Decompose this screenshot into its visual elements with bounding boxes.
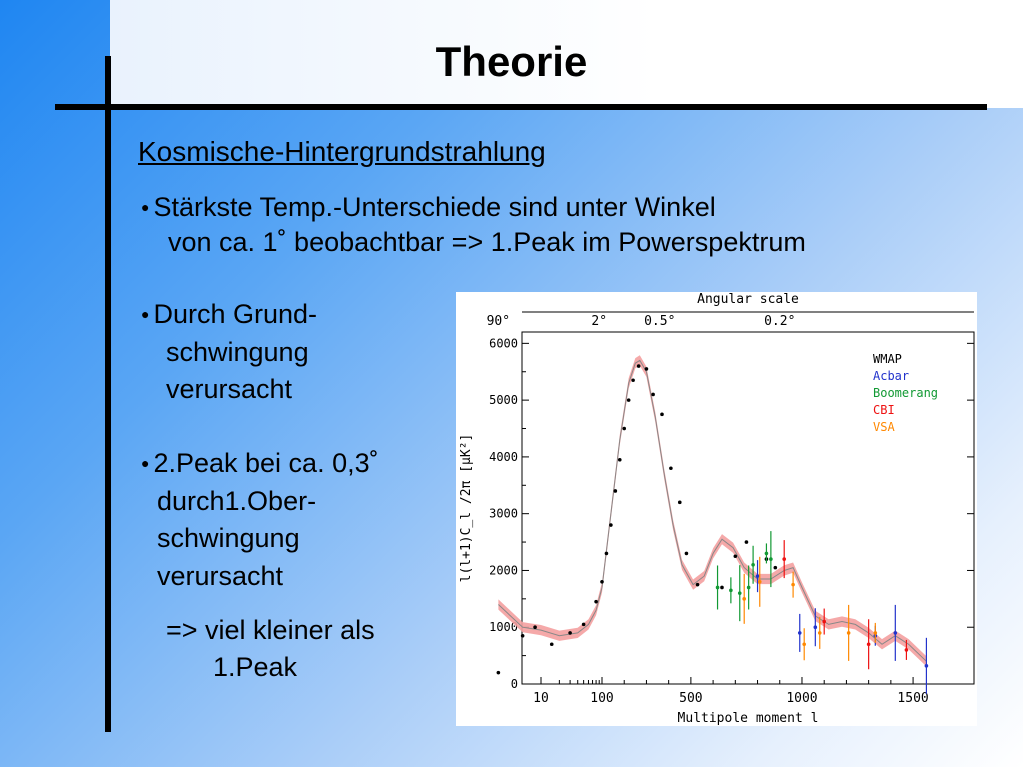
data-point-wmap: [685, 552, 689, 556]
data-point-wmap: [521, 634, 525, 638]
bullet-dot-icon: ●: [141, 199, 150, 215]
data-point-wmap: [533, 625, 537, 629]
data-point-wmap: [582, 623, 586, 627]
conclusion-line-2: 1.Peak: [213, 652, 298, 682]
data-point-wmap: [497, 671, 501, 675]
y-tick-label: 1000: [489, 620, 518, 635]
data-point-wmap: [720, 586, 724, 590]
data-point-wmap: [618, 458, 622, 462]
data-point-wmap: [678, 501, 682, 505]
data-point-vsa: [758, 580, 762, 584]
chart-svg: [456, 292, 977, 726]
bullet-3-line-1: ● 2.Peak bei ca. 0,3˚: [141, 448, 379, 478]
data-point-acbar: [814, 625, 818, 629]
data-point-cbi: [867, 642, 871, 646]
y-tick-label: 4000: [489, 449, 518, 464]
data-point-wmap: [622, 427, 626, 431]
data-point-cbi: [782, 557, 786, 561]
section-heading: Kosmische-Hintergrundstrahlung: [138, 136, 546, 167]
bullet-dot-icon: ●: [141, 455, 150, 471]
data-point-wmap: [568, 631, 572, 635]
data-point-wmap: [627, 398, 631, 402]
data-point-wmap: [734, 554, 738, 558]
horizontal-divider: [55, 104, 987, 110]
data-point-vsa: [791, 583, 795, 587]
data-point-wmap: [660, 413, 664, 417]
data-point-boomerang: [729, 589, 733, 593]
data-point-wmap: [651, 393, 655, 397]
x-tick-label: 500: [679, 691, 703, 706]
chart-title: Angular scale: [697, 292, 799, 307]
x-tick-label: 100: [590, 691, 614, 706]
data-point-wmap: [696, 583, 700, 587]
bullet-3-line-4: verursacht: [157, 561, 284, 591]
data-point-wmap: [594, 600, 598, 604]
legend-entry-cbi: CBI: [873, 403, 895, 417]
data-point-boomerang: [769, 557, 773, 561]
legend-entry-vsa: VSA: [873, 420, 895, 434]
data-point-vsa: [818, 631, 822, 635]
data-point-wmap: [631, 378, 635, 382]
data-point-vsa: [847, 631, 851, 635]
data-point-cbi: [822, 620, 826, 624]
y-tick-label: 2000: [489, 563, 518, 578]
data-point-cbi: [905, 648, 909, 652]
data-point-vsa: [742, 597, 746, 601]
data-point-wmap: [774, 566, 778, 570]
data-point-wmap: [609, 523, 613, 527]
bullet-3-line-2: durch1.Ober-: [157, 486, 317, 516]
x-axis-label: Multipole moment l: [677, 711, 819, 726]
data-point-wmap: [669, 466, 673, 470]
top-axis-tick-label: 90°: [486, 314, 511, 329]
data-point-boomerang: [765, 552, 769, 556]
x-tick-label: 1500: [897, 691, 929, 706]
bullet-2-line-3: verursacht: [166, 374, 293, 404]
bullet-2-line-1: ● Durch Grund-: [141, 299, 318, 329]
y-tick-label: 3000: [489, 506, 518, 521]
data-point-acbar: [925, 664, 929, 668]
top-axis-tick-label: 0.2°: [764, 314, 796, 329]
y-axis-label: l(l+1)C_l /2π [μK²]: [459, 433, 474, 583]
data-point-boomerang: [738, 591, 742, 595]
cmb-power-spectrum-chart: [456, 292, 977, 726]
data-point-vsa: [802, 642, 806, 646]
data-point-wmap: [605, 552, 609, 556]
data-point-wmap: [645, 367, 649, 371]
vertical-divider: [105, 56, 111, 732]
y-tick-label: 5000: [489, 393, 518, 408]
data-point-boomerang: [747, 586, 751, 590]
x-tick-label: 1000: [786, 691, 818, 706]
legend-entry-boomerang: Boomerang: [873, 386, 939, 400]
data-point-wmap: [614, 489, 618, 493]
model-curve: [498, 360, 926, 661]
bullet-2-line-2: schwingung: [166, 337, 309, 367]
conclusion-line-1: => viel kleiner als: [166, 615, 375, 645]
model-uncertainty-band: [498, 355, 926, 666]
data-point-wmap: [637, 364, 641, 368]
top-axis-tick-label: 0.5°: [644, 314, 676, 329]
legend-entry-acbar: Acbar: [873, 369, 910, 383]
data-point-acbar: [894, 631, 898, 635]
slide-title: Theorie: [435, 38, 588, 85]
legend-entry-wmap: WMAP: [873, 352, 902, 366]
data-point-vsa: [874, 631, 878, 635]
bullet-dot-icon: ●: [141, 306, 150, 322]
y-tick-label: 6000: [489, 336, 518, 351]
data-point-wmap: [600, 580, 604, 584]
bullet-1-line-2: von ca. 1˚ beobachtbar => 1.Peak im Powerspektrum: [168, 227, 806, 257]
data-point-wmap: [745, 540, 749, 544]
top-axis-tick-label: 2°: [591, 314, 608, 329]
plot-frame: [522, 332, 974, 684]
y-tick-label: 0: [510, 677, 518, 691]
data-point-acbar: [756, 574, 760, 578]
data-point-boomerang: [751, 563, 755, 567]
bullet-1-line-1: ● Stärkste Temp.-Unterschiede sind unter Winkel: [141, 192, 716, 222]
x-tick-label: 10: [533, 691, 549, 706]
data-point-boomerang: [716, 586, 720, 590]
data-point-acbar: [798, 631, 802, 635]
data-point-wmap: [550, 642, 554, 646]
bullet-3-line-3: schwingung: [157, 523, 300, 553]
